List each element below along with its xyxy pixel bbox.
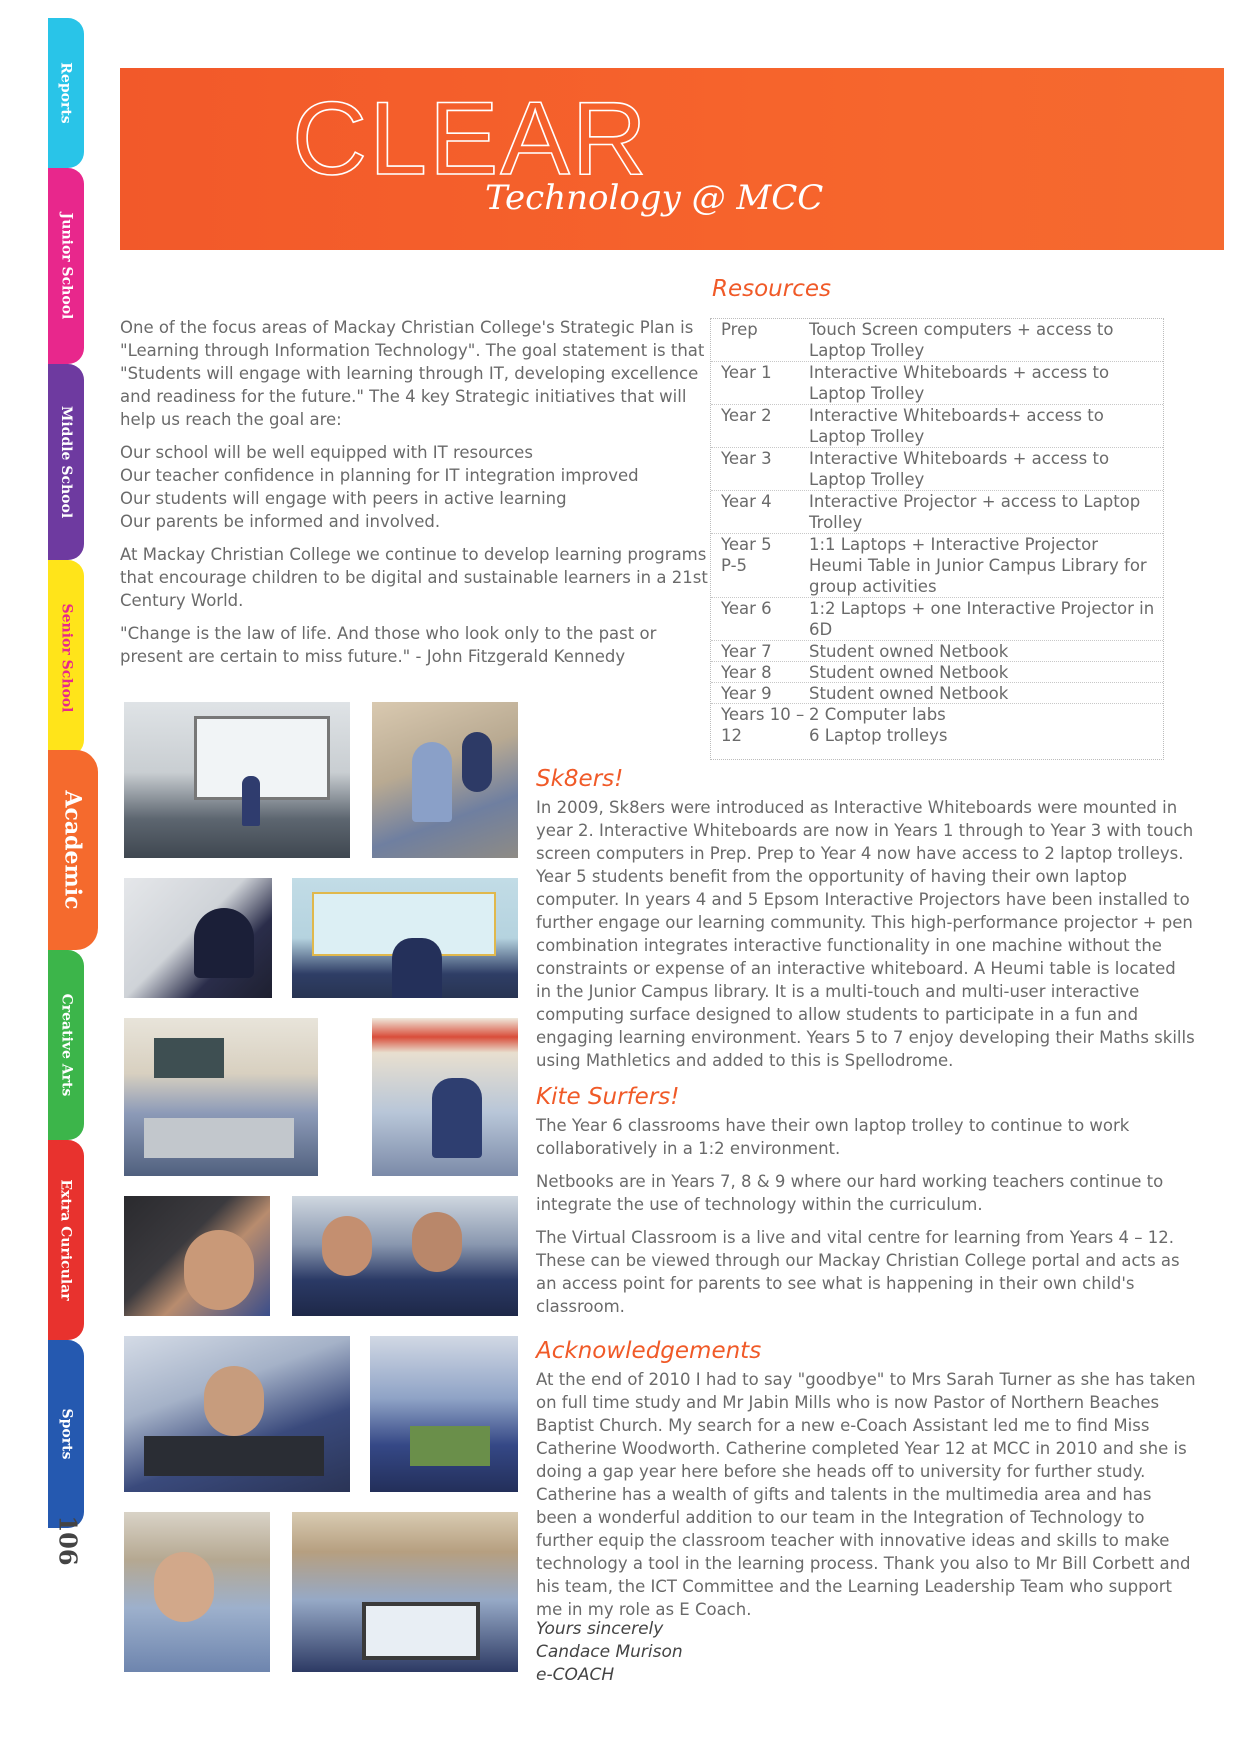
resources-heading: Resources [712,276,831,302]
resource-cell: Interactive Whiteboards + access to Laptop Trolley [809,363,1110,403]
resource-cell: Touch Screen computers + access to Laptop Trolley [809,320,1114,360]
sk8ers-paragraph: In 2009, Sk8ers were introduced as Interactive Whiteboards were mounted in year 2. Interactive Whiteboards are now in Years 1 through to Year 3 with touch screen computers in Prep. Prep to Year 4 now have access to 2 laptop trolleys. Year 5 students benefit from the opportunity of having their own laptop computer. In years 4 and 5 Epsom Interactive Projectors have been installed to further engage our learning community. This high-performance projector + pen combination integrates interactive functionality in one machine without the constraints or expense of an interactive whiteboard. A Heumi table is located in the Junior Campus library. It is a multi-touch and multi-user interactive computing surface designed to allow students to participate in a fun and engaging learning environment. Years 5 to 7 enjoy developing their Maths skills using Mathletics and added to this is Spellodrome. [536,798,1195,1070]
kite-surfers-heading: Kite Surfers! [536,1084,680,1110]
acknowledgements-paragraph: At the end of 2010 I had to say "goodbye" to Mrs Sarah Turner as she has taken on full time study and Mr Jabin Mills who is now Pastor of Northern Beaches Baptist Church. My search for a new e-Coach Assistant led me to find Miss Catherine Woodworth. Catherine completed Year 12 at MCC in 2010 and she is doing a gap year here before she heads off to university for further study. Catherine has a wealth of gifts and talents in the multimedia area and has been a wonderful addition to our team in the Integration of Technology to further equip the classroom teacher with innovative ideas and skills to make technology a tool in the learning process. Thank you also to Mr Bill Corbett and his team, the ICT Committee and the Learning Leadership Team who support me in my role as E Coach. [536,1370,1196,1619]
tab-reports[interactable] [48,18,84,168]
resource-cell: 1:1 Laptops + Interactive Projector [809,535,1098,554]
tab-label: Sports [58,1408,74,1460]
banner-title: CLEAR [292,81,649,197]
kite-surfers-section [536,1114,1196,1328]
signoff-name: Candace Murison [536,1642,683,1662]
resources-table [710,318,1164,760]
classroom-photo [292,878,518,998]
table-row [711,598,1163,641]
resource-cell: Student owned Netbook [809,642,1009,661]
table-row [711,319,1163,362]
kite-paragraph: The Virtual Classroom is a live and vital centre for learning from Years 4 – 12. These can be viewed through our Mackay Christian College portal and acts as an access point for parents to see what is happening in their own child's classroom. [536,1228,1180,1316]
year-cell: Year 8 [721,663,772,682]
banner-subtitle: Technology @ MCC [485,178,824,218]
year-cell: Year 5 [721,535,772,554]
classroom-photo [292,1196,518,1316]
year-cell: Year 2 [721,406,772,425]
kite-paragraph: The Year 6 classrooms have their own laptop trolley to continue to work collaboratively in a 1:2 environment. [536,1116,1130,1158]
year-cell: Year 7 [721,642,772,661]
tab-label: Creative Arts [58,993,75,1097]
initiative-item: Our students will engage with peers in active learning [120,489,567,508]
kennedy-quote: "Change is the law of life. And those who look only to the past or present are certain to miss future." - John Fitzgerald Kennedy [120,624,657,666]
intro-paragraph-2: At Mackay Christian College we continue to develop learning programs that encourage children to be digital and sustainable learners in a 21st Century World. [120,545,708,610]
year-cell: Years 10 – 12 [721,705,805,745]
initiative-item: Our parents be informed and involved. [120,512,441,531]
classroom-photo [370,1336,518,1492]
tab-middle-school[interactable] [48,364,84,560]
initiative-item: Our school will be well equipped with IT resources [120,443,533,462]
classroom-photo [124,1196,270,1316]
resource-cell: Heumi Table in Junior Campus Library for group activities [809,556,1147,596]
page-number [50,1510,86,1570]
sk8ers-section [536,796,1196,1082]
year-cell: Year 1 [721,363,772,382]
tab-academic[interactable] [48,750,98,950]
resource-cell: Interactive Projector + access to Laptop Trolley [809,492,1141,532]
title-banner [120,68,1224,250]
signoff-line: Yours sincerely [536,1619,664,1639]
table-row [711,555,1163,598]
intro-section [120,316,710,678]
tab-label: Extra Curicular [58,1179,75,1301]
classroom-photo [124,1336,350,1492]
year-cell: Prep [721,320,758,339]
table-row [711,683,1163,704]
kite-paragraph: Netbooks are in Years 7, 8 & 9 where our hard working teachers continue to integrate the use of technology within the curriculum. [536,1172,1164,1214]
tab-junior-school[interactable] [48,168,84,364]
resource-cell: Interactive Whiteboards+ access to Laptop Trolley [809,406,1104,446]
year-cell: Year 9 [721,684,772,703]
year-cell: P-5 [721,556,748,575]
classroom-photo [124,702,350,858]
section-tabs [48,18,100,1518]
classroom-photo [124,1512,270,1672]
resource-cell: 1:2 Laptops + one Interactive Projector in 6D [809,599,1155,639]
sk8ers-heading: Sk8ers! [536,766,624,792]
signoff-title: e-COACH [536,1665,615,1685]
tab-label: Senior School [58,603,75,713]
table-row [711,662,1163,683]
tab-senior-school[interactable] [48,560,84,756]
classroom-photo [124,1018,318,1176]
table-row [711,704,1163,748]
resource-cell: 2 Computer labs 6 Laptop trolleys [809,705,948,745]
acknowledgements-section [536,1368,1196,1631]
table-row [711,534,1163,555]
tab-creative-arts[interactable] [48,950,84,1140]
signoff [536,1618,683,1687]
year-cell: Year 3 [721,449,772,468]
tab-label: Reports [58,62,74,124]
initiatives-list [120,441,710,533]
year-cell: Year 4 [721,492,772,511]
resource-cell: Student owned Netbook [809,684,1009,703]
resource-cell: Student owned Netbook [809,663,1009,682]
classroom-photo [372,702,518,858]
classroom-photo [124,878,272,998]
classroom-photo [292,1512,518,1672]
intro-paragraph: One of the focus areas of Mackay Christian College's Strategic Plan is "Learning through Information Technology". The goal statement is that "Students will engage with learning through IT, developing excellence and readiness for the future." The 4 key Strategic initiatives that will help us reach the goal are: [120,318,705,429]
tab-label: Middle School [58,405,74,519]
tab-sports[interactable] [48,1340,84,1528]
resource-cell: Interactive Whiteboards + access to Laptop Trolley [809,449,1110,489]
table-row [711,491,1163,534]
classroom-photo [372,1018,518,1176]
tab-label: Junior School [58,212,75,320]
year-cell: Year 6 [721,599,772,618]
acknowledgements-heading: Acknowledgements [536,1338,762,1364]
table-row [711,448,1163,491]
initiative-item: Our teacher confidence in planning for IT integration improved [120,466,639,485]
tab-extra-curicular[interactable] [48,1140,84,1340]
table-row [711,362,1163,405]
page-number-text: 106 [53,1514,83,1566]
table-row [711,641,1163,662]
tab-label: Academic [60,790,87,910]
table-row [711,405,1163,448]
